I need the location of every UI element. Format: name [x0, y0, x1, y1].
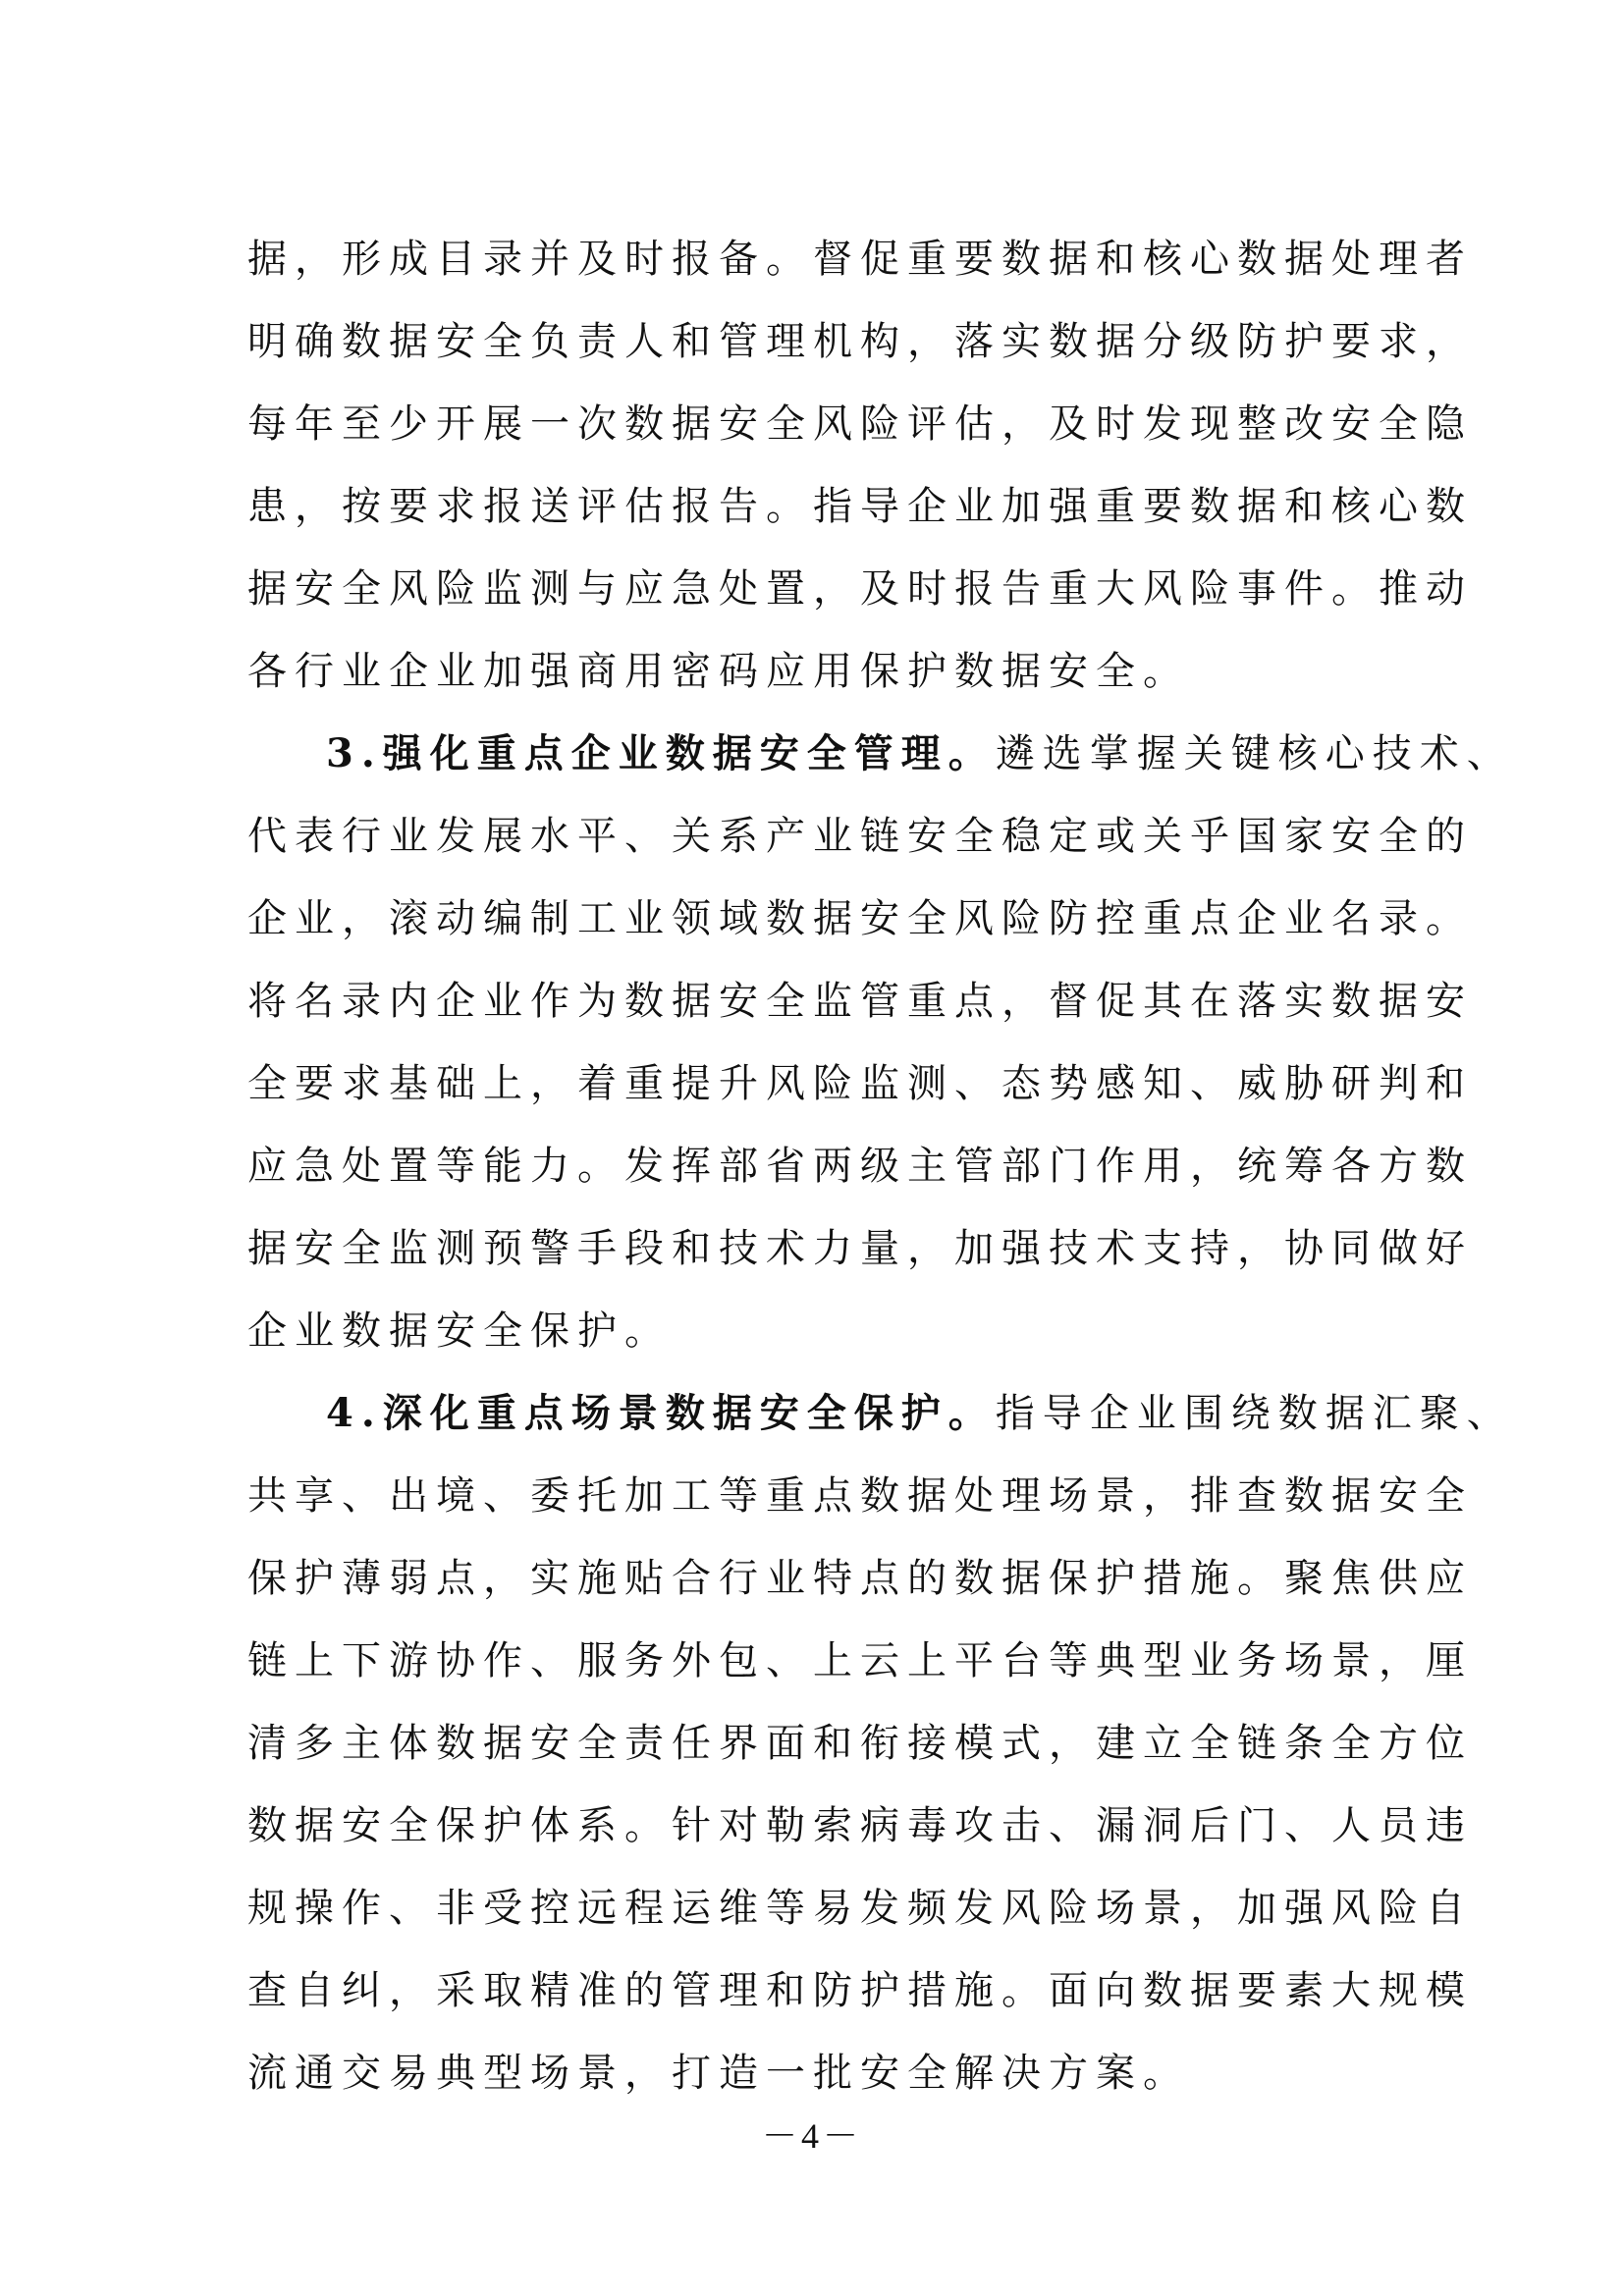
section-3-line: 企业数据安全保护。 [247, 1308, 672, 1354]
section-4-line: 查自纠，采取精准的管理和防护措施。面向数据要素大规模 [247, 1968, 1473, 2013]
paragraph-line: 明确数据安全负责人和管理机构，落实数据分级防护要求， [247, 319, 1473, 364]
section-4-line: 共享、出境、委托加工等重点数据处理场景，排查数据安全 [247, 1473, 1473, 1519]
section-3-line: 据安全监测预警手段和技术力量，加强技术支持，协同做好 [247, 1226, 1473, 1271]
section-3-first-line-text: 遴选掌握关键核心技术、 [995, 731, 1514, 776]
section-3-line: 应急处置等能力。发挥部省两级主管部门作用，统筹各方数 [247, 1144, 1473, 1189]
paragraph-line: 各行业企业加强商用密码应用保护数据安全。 [247, 649, 1190, 694]
section-4-line: 流通交易典型场景，打造一批安全解决方案。 [247, 2051, 1190, 2096]
section-3-line: 企业，滚动编制工业领域数据安全风险防控重点企业名录。 [247, 896, 1473, 941]
section-4-line: 清多主体数据安全责任界面和衔接模式，建立全链条全方位 [247, 1721, 1473, 1766]
section-4-line: 规操作、非受控远程运维等易发频发风险场景，加强风险自 [247, 1886, 1473, 1931]
paragraph-line: 每年至少开展一次数据安全风险评估，及时发现整改安全隐 [247, 401, 1473, 447]
section-4-line: 保护薄弱点，实施贴合行业特点的数据保护措施。聚焦供应 [247, 1556, 1473, 1601]
page-number: －4－ [761, 2116, 862, 2156]
section-4-heading: 4.深化重点场景数据安全保护。 [326, 1390, 996, 1436]
paragraph-line: 据，形成目录并及时报备。督促重要数据和核心数据处理者 [247, 237, 1473, 282]
body-text [247, 218, 1514, 2114]
section-4-first-line [247, 1372, 1514, 1455]
paragraph-line: 据安全风险监测与应急处置，及时报告重大风险事件。推动 [247, 566, 1473, 612]
section-3-line: 将名录内企业作为数据安全监管重点，督促其在落实数据安 [247, 979, 1473, 1024]
paragraph-line: 患，按要求报送评估报告。指导企业加强重要数据和核心数 [247, 484, 1473, 529]
section-3-first-line [247, 713, 1514, 795]
section-4-first-line-text: 指导企业围绕数据汇聚、 [995, 1391, 1514, 1436]
section-4-line: 数据安全保护体系。针对勒索病毒攻击、漏洞后门、人员违 [247, 1803, 1473, 1848]
section-3-line: 代表行业发展水平、关系产业链安全稳定或关乎国家安全的 [247, 814, 1473, 859]
section-4-line: 链上下游协作、服务外包、上云上平台等典型业务场景，厘 [247, 1638, 1473, 1683]
section-3-line: 全要求基础上，着重提升风险监测、态势感知、威胁研判和 [247, 1061, 1473, 1106]
section-3-heading: 3.强化重点企业数据安全管理。 [326, 730, 996, 776]
